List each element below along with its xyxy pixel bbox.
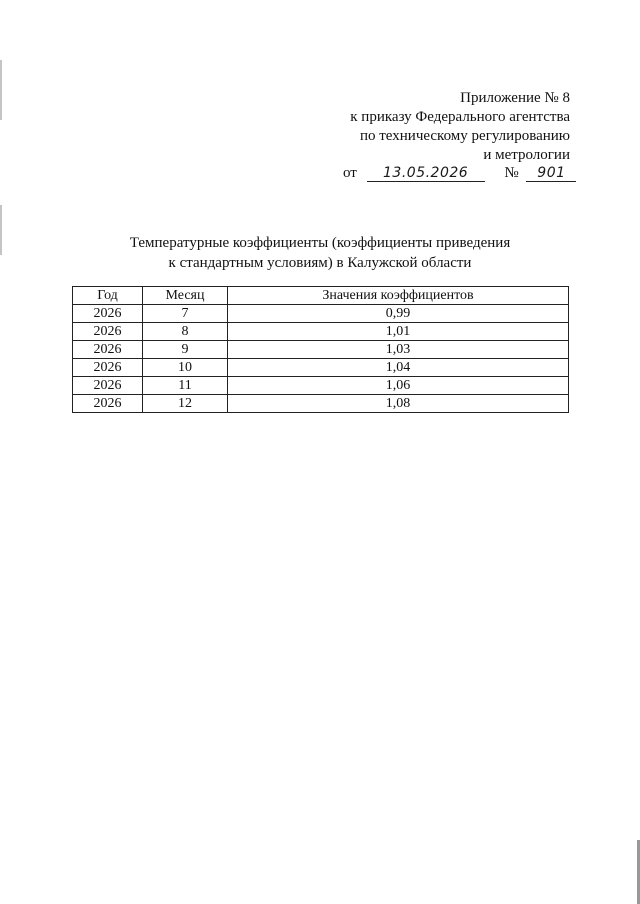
title-line: Температурные коэффициенты (коэффициенты приведения: [129, 235, 511, 251]
table-row: [73, 323, 569, 341]
table-row: [73, 341, 569, 359]
cell-year: 2026: [73, 341, 143, 359]
cell-month: 12: [143, 395, 228, 413]
cell-year: 2026: [73, 377, 143, 395]
cell-coefficient: 1,04: [228, 359, 569, 377]
header-month: Месяц: [143, 287, 228, 305]
cell-month: 9: [143, 341, 228, 359]
appendix-line: и метрологии: [483, 147, 570, 163]
title-line: к стандартным условиям) в Калужской области: [168, 255, 472, 271]
appendix-line: по техническому регулированию: [359, 128, 570, 144]
order-number-handwritten: 901: [526, 165, 576, 182]
cell-coefficient: 1,08: [228, 395, 569, 413]
coefficients-table: [72, 286, 569, 413]
header-year: Год: [73, 287, 143, 305]
table-header-row: [73, 287, 569, 305]
order-date-handwritten: 13.05.2026: [367, 165, 485, 182]
cell-month: 8: [143, 323, 228, 341]
table-row: [73, 377, 569, 395]
cell-month: 10: [143, 359, 228, 377]
appendix-header: [350, 89, 570, 165]
cell-month: 7: [143, 305, 228, 323]
order-reference: [343, 165, 576, 182]
scan-edge-mark: [0, 60, 2, 120]
scan-edge-mark: [0, 205, 2, 255]
table-row: [73, 395, 569, 413]
table-row: [73, 305, 569, 323]
appendix-line: Приложение № 8: [460, 90, 570, 106]
cell-year: 2026: [73, 395, 143, 413]
cell-year: 2026: [73, 323, 143, 341]
cell-year: 2026: [73, 305, 143, 323]
cell-month: 11: [143, 377, 228, 395]
cell-coefficient: 1,01: [228, 323, 569, 341]
appendix-line: к приказу Федерального агентства: [350, 109, 570, 125]
document-title: [0, 233, 640, 273]
cell-coefficient: 1,03: [228, 341, 569, 359]
order-date-label: от: [343, 165, 357, 181]
order-number-label: №: [504, 165, 519, 181]
header-coefficient: Значения коэффициентов: [228, 287, 569, 305]
cell-coefficient: 1,06: [228, 377, 569, 395]
cell-year: 2026: [73, 359, 143, 377]
cell-coefficient: 0,99: [228, 305, 569, 323]
table-row: [73, 359, 569, 377]
